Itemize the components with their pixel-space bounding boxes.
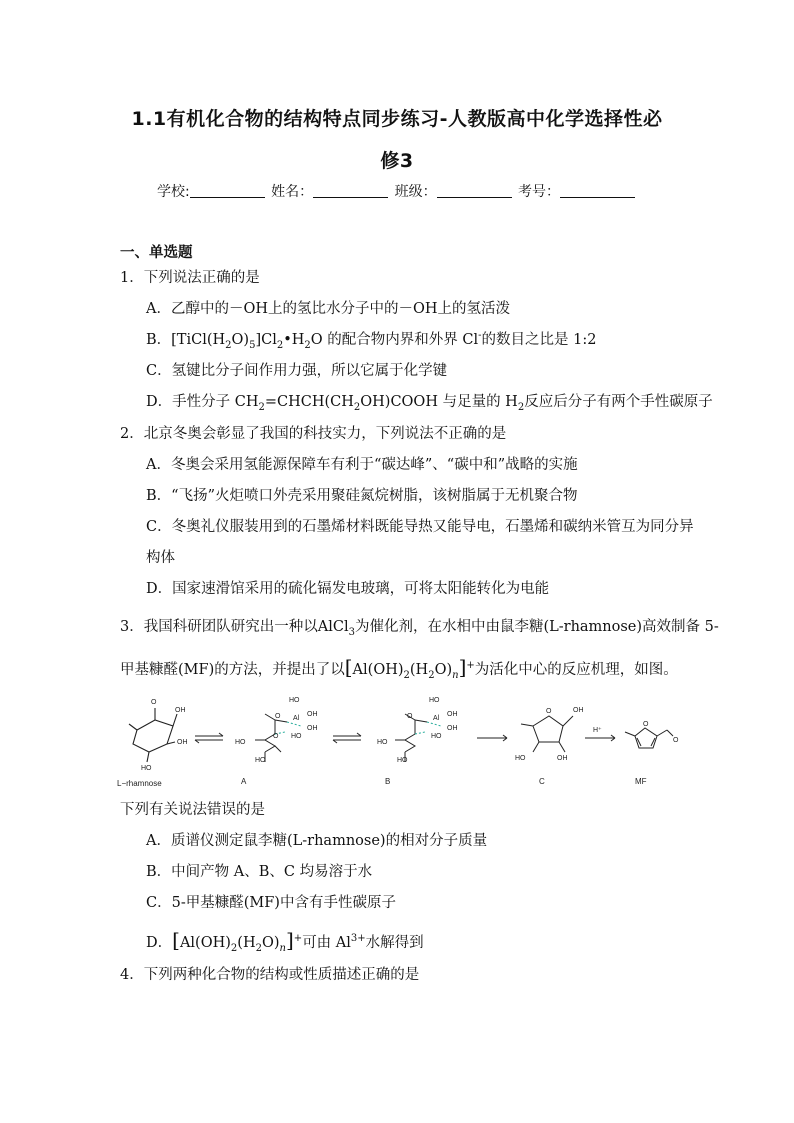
svg-text:HO: HO: [289, 697, 300, 704]
svg-text:O: O: [151, 699, 157, 706]
label-b: B: [385, 777, 391, 786]
q3-option-a: A．质谱仪测定鼠李糖(L-rhamnose)的相对分子质量: [146, 833, 488, 849]
svg-text:OH: OH: [177, 739, 188, 746]
svg-text:O: O: [546, 708, 552, 715]
mf-structure: [625, 728, 673, 748]
doc-title-line1: 1.1有机化合物的结构特点同步练习-人教版高中化学选择性必: [131, 108, 663, 130]
class-label: 班级：: [394, 184, 437, 200]
svg-text:O: O: [407, 713, 413, 720]
svg-text:HO: HO: [255, 757, 266, 764]
q3-option-b: B．中间产物 A、B、C 均易溶于水: [146, 864, 373, 880]
svg-text:OH: OH: [447, 711, 458, 718]
svg-text:OH: OH: [557, 755, 568, 762]
name-blank[interactable]: [313, 183, 388, 198]
equilibrium-arrow-1: [195, 733, 223, 743]
q2-option-c-line2: 构体: [146, 550, 175, 566]
q2-option-b: B．“飞扬”火炬喷口外壳采用聚硅氮烷树脂，该树脂属于无机聚合物: [146, 488, 578, 504]
q4-stem: 4．下列两种化合物的结构或性质描述正确的是: [120, 967, 420, 983]
exam-no-label: 考号：: [518, 184, 561, 200]
svg-text:OH: OH: [175, 707, 186, 714]
svg-text:O: O: [643, 721, 649, 728]
reaction-scheme: [115, 690, 695, 790]
doc-title-line2: 修3: [380, 150, 414, 172]
svg-text:O: O: [273, 733, 279, 740]
student-info-row: [0, 181, 794, 201]
h-plus-catalyst: H⁺: [593, 727, 602, 734]
svg-text:O: O: [275, 713, 281, 720]
label-l-rhamnose: L−rhamnose: [117, 779, 162, 788]
q2-option-d: D．国家速滑馆采用的硫化镉发电玻璃，可将太阳能转化为电能: [146, 581, 550, 597]
name-label: 姓名：: [271, 184, 314, 200]
school-label: 学校:: [156, 184, 190, 200]
l-rhamnose-structure: [129, 708, 177, 762]
class-blank[interactable]: [437, 183, 512, 198]
q3-stem-line1: 3．我国科研团队研究出一种以AlCl$_3$为催化剂，在水相中由鼠李糖(L-rhamnose)高效制备 5-: [120, 619, 719, 638]
q3-lead: 下列有关说法错误的是: [120, 802, 265, 818]
intermediate-c-structure: [521, 716, 573, 752]
svg-text:HO: HO: [429, 697, 440, 704]
exam-no-blank[interactable]: [560, 183, 635, 198]
q1-option-a: A．乙醇中的－OH上的氢比水分子中的－OH上的氢活泼: [146, 301, 511, 317]
label-mf: MF: [635, 777, 647, 786]
svg-text:O: O: [673, 737, 679, 744]
svg-text:OH: OH: [307, 725, 318, 732]
q3-option-d: D．$[Al(OH)_2(H_2O)_n]^+$可由 $Al^{3+}$水解得到: [146, 928, 424, 954]
svg-text:HO: HO: [291, 733, 302, 740]
svg-text:HO: HO: [235, 739, 246, 746]
school-blank[interactable]: [190, 183, 265, 198]
svg-text:OH: OH: [307, 711, 318, 718]
reaction-arrow-2: [585, 735, 615, 741]
svg-text:OH: OH: [447, 725, 458, 732]
svg-text:HO: HO: [397, 757, 408, 764]
equilibrium-arrow-2: [333, 733, 361, 743]
label-a: A: [241, 777, 247, 786]
svg-text:HO: HO: [377, 739, 388, 746]
section-heading: 一、单选题: [120, 244, 193, 261]
q1-option-d: D．手性分子 $CH_2=CHCH(CH_2OH)COOH$ 与足量的 $H_2$反应后分子有两个手性碳原子: [146, 394, 713, 413]
q2-option-c-line1: C．冬奥礼仪服装用到的石墨烯材料既能导热又能导电，石墨烯和碳纳米管互为同分异: [146, 519, 694, 535]
svg-text:HO: HO: [431, 733, 442, 740]
svg-text:OH: OH: [573, 707, 584, 714]
svg-text:Al: Al: [433, 715, 440, 722]
q1-stem: 1．下列说法正确的是: [120, 270, 260, 286]
q2-option-a: A．冬奥会采用氢能源保障车有利于“碳达峰”、“碳中和”战略的实施: [146, 457, 578, 473]
al-complex-formula: $[Al(OH)_2(H_2O)_n]^+$: [344, 655, 475, 681]
svg-text:HO: HO: [515, 755, 526, 762]
reaction-arrow-1: [477, 735, 507, 741]
label-c: C: [539, 777, 545, 786]
svg-text:HO: HO: [141, 765, 152, 772]
q1-option-b: B．$[TiCl(H_2O)_5]Cl_2•H_2O$ 的配合物内界和外界 Cl-的数目之比是 1:2: [146, 330, 597, 351]
q1-option-c: C．氢键比分子间作用力强，所以它属于化学键: [146, 363, 448, 379]
q3-stem-line2: 甲基糠醛(MF)的方法，并提出了以$[Al(OH)_2(H_2O)_n]^+$为活化中心的反应机理，如图。: [120, 655, 678, 681]
q2-stem: 2．北京冬奥会彰显了我国的科技实力，下列说法不正确的是: [120, 426, 507, 442]
svg-text:Al: Al: [293, 715, 300, 722]
q3-option-c: C．5-甲基糠醛(MF)中含有手性碳原子: [146, 895, 396, 911]
